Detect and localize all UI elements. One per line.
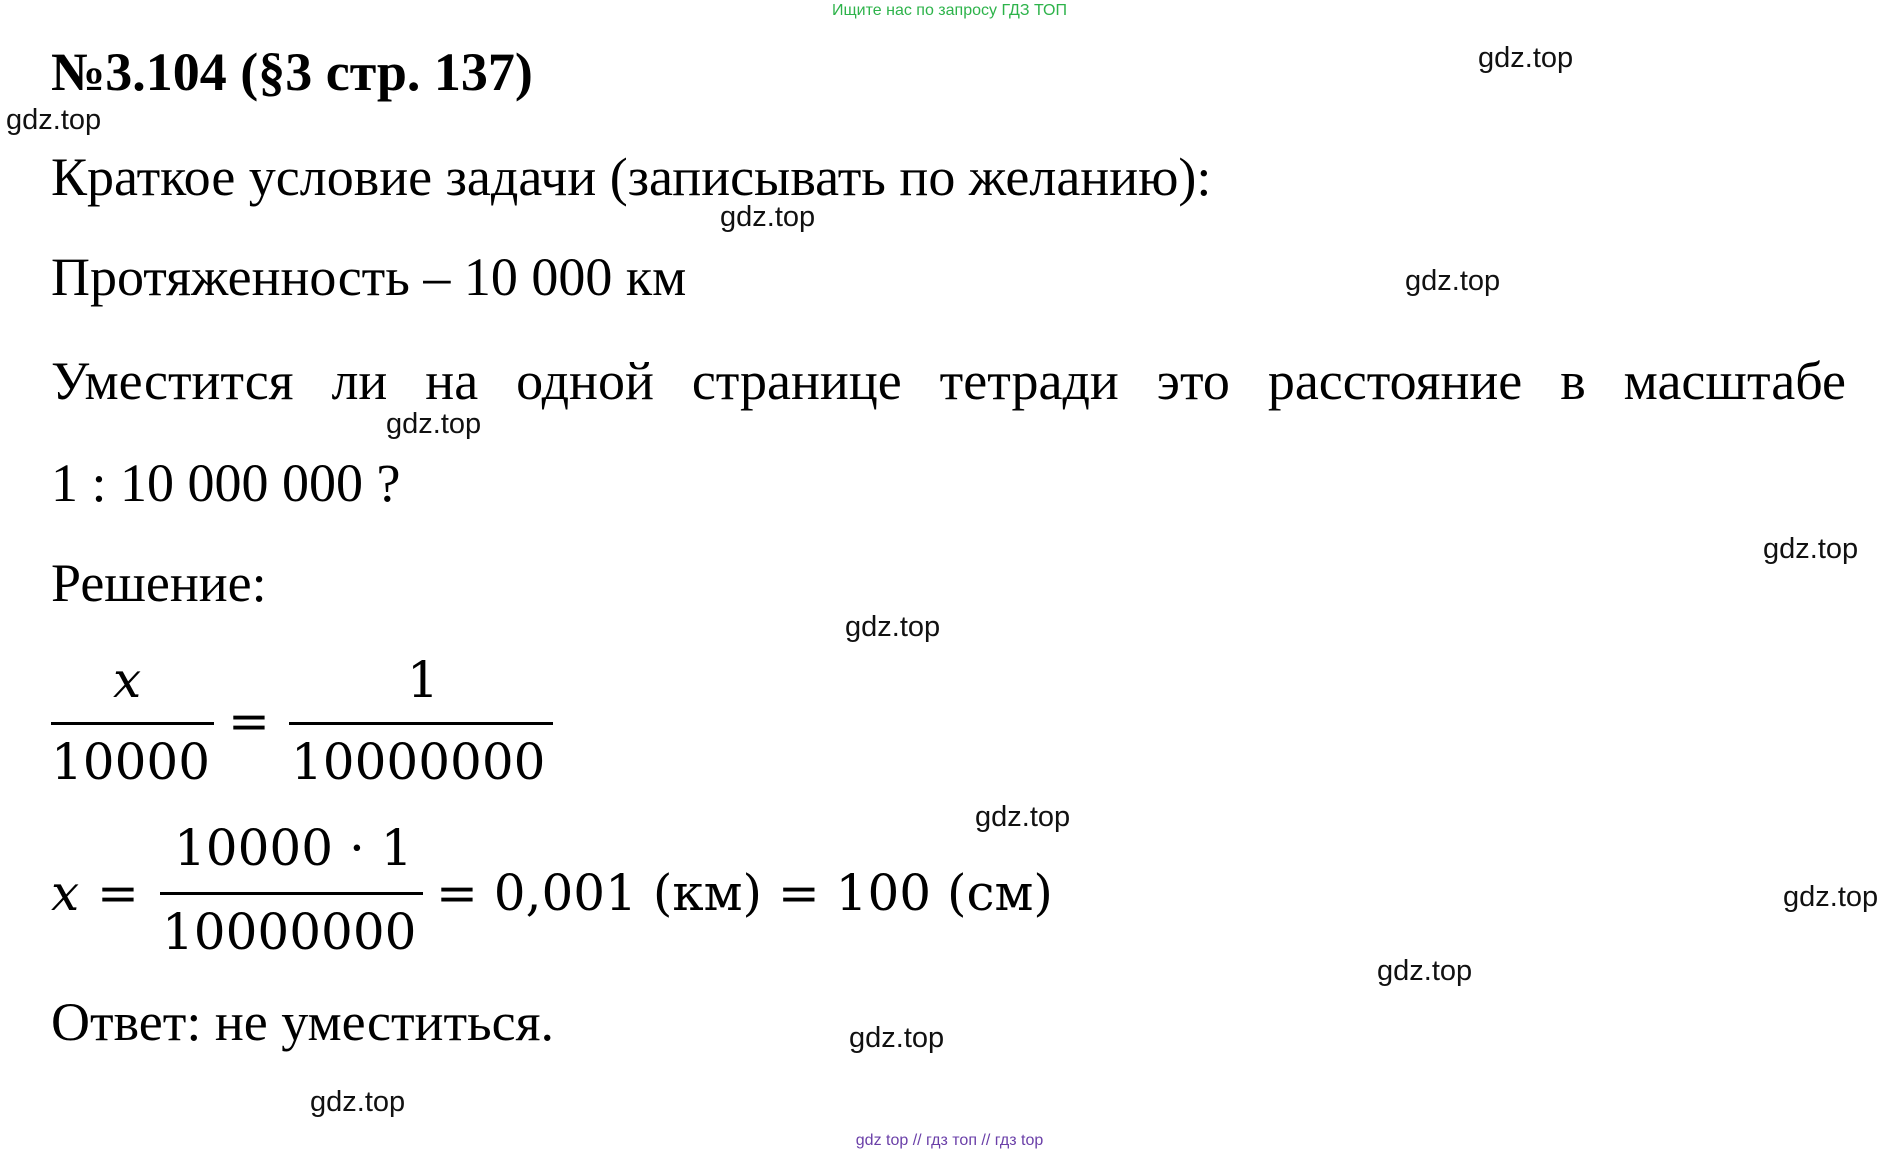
watermark: gdz.top: [1377, 955, 1473, 987]
watermark: gdz.top: [386, 408, 482, 440]
question-word: тетради: [939, 351, 1119, 411]
eq1-left-numerator: x: [113, 651, 142, 709]
watermark: gdz.top: [1405, 265, 1501, 297]
question-word: ли: [331, 351, 388, 411]
question-word: это: [1156, 351, 1230, 411]
eq1-left-fraction-bar: [51, 722, 214, 725]
eq2-fraction-bar: [160, 892, 423, 895]
eq1-left-denominator: 10000: [51, 733, 211, 791]
watermark: gdz.top: [310, 1086, 406, 1118]
question-word: Уместится: [51, 351, 294, 411]
watermark: gdz.top: [6, 104, 102, 136]
eq2-result: = 0,001 (км) = 100 (см): [436, 864, 1053, 922]
watermark: gdz.top: [975, 801, 1071, 833]
eq1-right-fraction-bar: [289, 722, 553, 725]
eq2-denominator: 10000000: [162, 903, 417, 961]
watermark: gdz.top: [845, 611, 941, 643]
eq1-right-denominator: 10000000: [291, 733, 546, 791]
question-word: странице: [691, 351, 902, 411]
eq2-numerator: 10000 · 1: [174, 819, 413, 877]
question-word: в: [1560, 351, 1586, 411]
length-line: Протяженность – 10 000 км: [51, 247, 687, 307]
eq1-right-numerator: 1: [407, 651, 439, 709]
question-word: на: [425, 351, 479, 411]
question-word: одной: [516, 351, 654, 411]
problem-title: №3.104 (§3 стр. 137): [51, 42, 533, 102]
question-scale: 1 : 10 000 000 ?: [51, 453, 401, 513]
top-banner[interactable]: Ищите нас по запросу ГДЗ ТОП: [832, 2, 1067, 19]
eq2-equals: =: [97, 864, 139, 922]
watermark: gdz.top: [1763, 533, 1859, 565]
watermark: gdz.top: [1478, 42, 1574, 74]
solution-header: Решение:: [51, 553, 267, 613]
watermark: gdz.top: [849, 1022, 945, 1054]
eq2-variable: x: [51, 864, 80, 922]
question-word: расстояние: [1267, 351, 1523, 411]
watermark: gdz.top: [720, 201, 816, 233]
condition-header: Краткое условие задачи (записывать по желанию):: [51, 147, 1212, 207]
answer-line: Ответ: не уместиться.: [51, 992, 554, 1052]
watermark: gdz.top: [1783, 881, 1879, 913]
eq1-equals: =: [228, 692, 270, 750]
footer-links[interactable]: gdz top // гдз топ // гдз top: [855, 1132, 1044, 1149]
question-line: [51, 351, 1846, 411]
question-word: масштабе: [1623, 351, 1846, 411]
